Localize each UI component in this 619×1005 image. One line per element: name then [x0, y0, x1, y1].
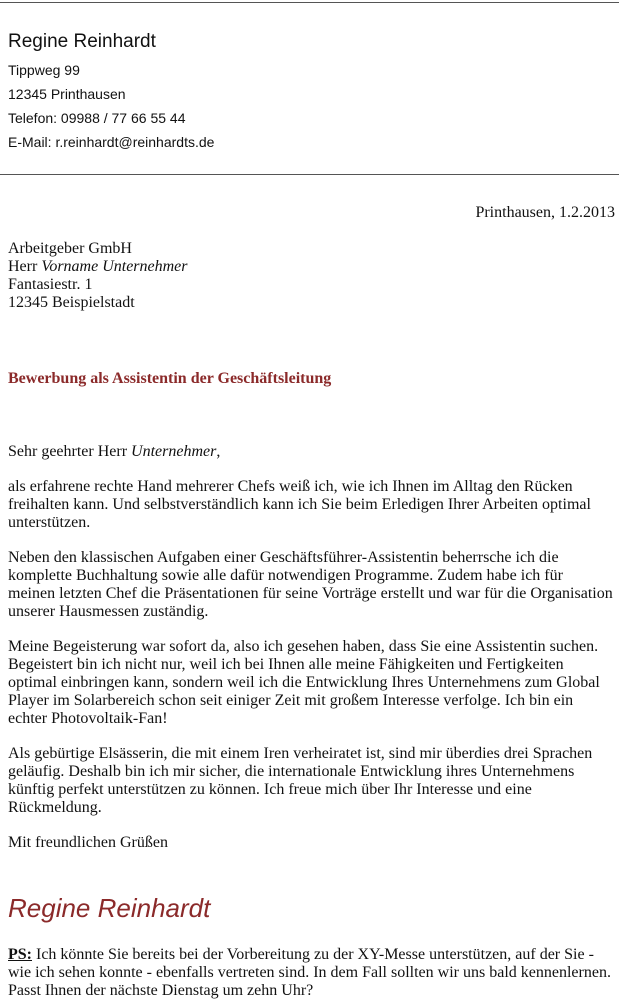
- letter-date: Printhausen, 1.2.2013: [475, 204, 615, 221]
- postscript: [8, 946, 613, 1000]
- header-top-rule: [0, 2, 619, 3]
- sender-city: 12345 Printhausen: [8, 86, 126, 102]
- recipient-contact-name: Vorname Unternehmer: [41, 258, 188, 275]
- sender-phone: Telefon: 09988 / 77 66 55 44: [8, 110, 186, 126]
- header-bottom-rule: [0, 174, 619, 175]
- recipient-address: [8, 240, 188, 312]
- recipient-city: 12345 Beispielstadt: [8, 294, 135, 311]
- body-paragraph-2: Neben den klassischen Aufgaben einer Geschäftsführer-Assistentin beherrsche ich die komplette Buchhaltung sowie alle dafür notwendigen Programme. Zudem habe ich für meinen letzten Chef die Präsentationen für seine Vorträge erstellt und war für die Organisation unserer Hausmessen zuständig.: [8, 549, 613, 620]
- letter-subject: Bewerbung als Assistentin der Geschäftsleitung: [8, 370, 332, 387]
- recipient-contact: [8, 258, 188, 276]
- sender-email-label: E-Mail:: [8, 134, 52, 150]
- letter-body: [8, 443, 613, 869]
- greeting: [8, 443, 613, 461]
- recipient-salutation: Herr: [8, 258, 38, 275]
- signature: Regine Reinhardt: [8, 893, 211, 923]
- body-paragraph-1: als erfahrene rechte Hand mehrerer Chefs weiß ich, wie ich Ihnen im Alltag den Rücken freihalten kann. Und selbstverständlich kann ich Sie beim Erledigen Ihrer Arbeiten optimal unterstützen.: [8, 478, 591, 531]
- body-paragraph-4: Als gebürtige Elsässerin, die mit einem Iren verheiratet ist, sind mir überdies drei Sprachen geläufig. Deshalb bin ich mir sicher, die internationale Entwicklung ihres Unternehmens künftig perfekt unterstützen zu können. Ich freue mich über Ihr Interesse und eine Rückmeldung.: [8, 745, 593, 816]
- greeting-suffix: ,: [216, 443, 221, 460]
- recipient-street: Fantasiestr. 1: [8, 276, 93, 293]
- sender-street: Tippweg 99: [8, 62, 80, 78]
- sender-email-line: [8, 134, 214, 150]
- recipient-company: Arbeitgeber GmbH: [8, 240, 132, 257]
- ps-label: PS:: [8, 946, 32, 963]
- sender-email: r.reinhardt@reinhardts.de: [55, 134, 215, 150]
- greeting-name: Unternehmer: [131, 443, 217, 460]
- ps-text: Ich könnte Sie bereits bei der Vorbereitung zu der XY-Messe unterstützen, auf der Sie - wie ich sehen konnte - ebenfalls vertreten sind. In dem Fall sollten wir uns bald kennenlernen. Passt Ihnen der nächste Dienstag um zehn Uhr?: [8, 946, 611, 999]
- greeting-prefix: Sehr geehrter Herr: [8, 443, 128, 460]
- body-paragraph-3: Meine Begeisterung war sofort da, also ich gesehen haben, dass Sie eine Assistentin suchen. Begeistert bin ich nicht nur, weil ich bei Ihnen alle meine Fähigkeiten und Fertigkeiten optimal einbringen kann, sondern weil ich die Entwicklung Ihres Unternehmens zum Global Player im Solarbereich schon seit einiger Zeit mit großem Interesse verfolge. Ich bin ein echter Photovoltaik-Fan!: [8, 638, 600, 727]
- sender-name: Regine Reinhardt: [8, 31, 156, 52]
- closing: Mit freundlichen Grüßen: [8, 834, 168, 851]
